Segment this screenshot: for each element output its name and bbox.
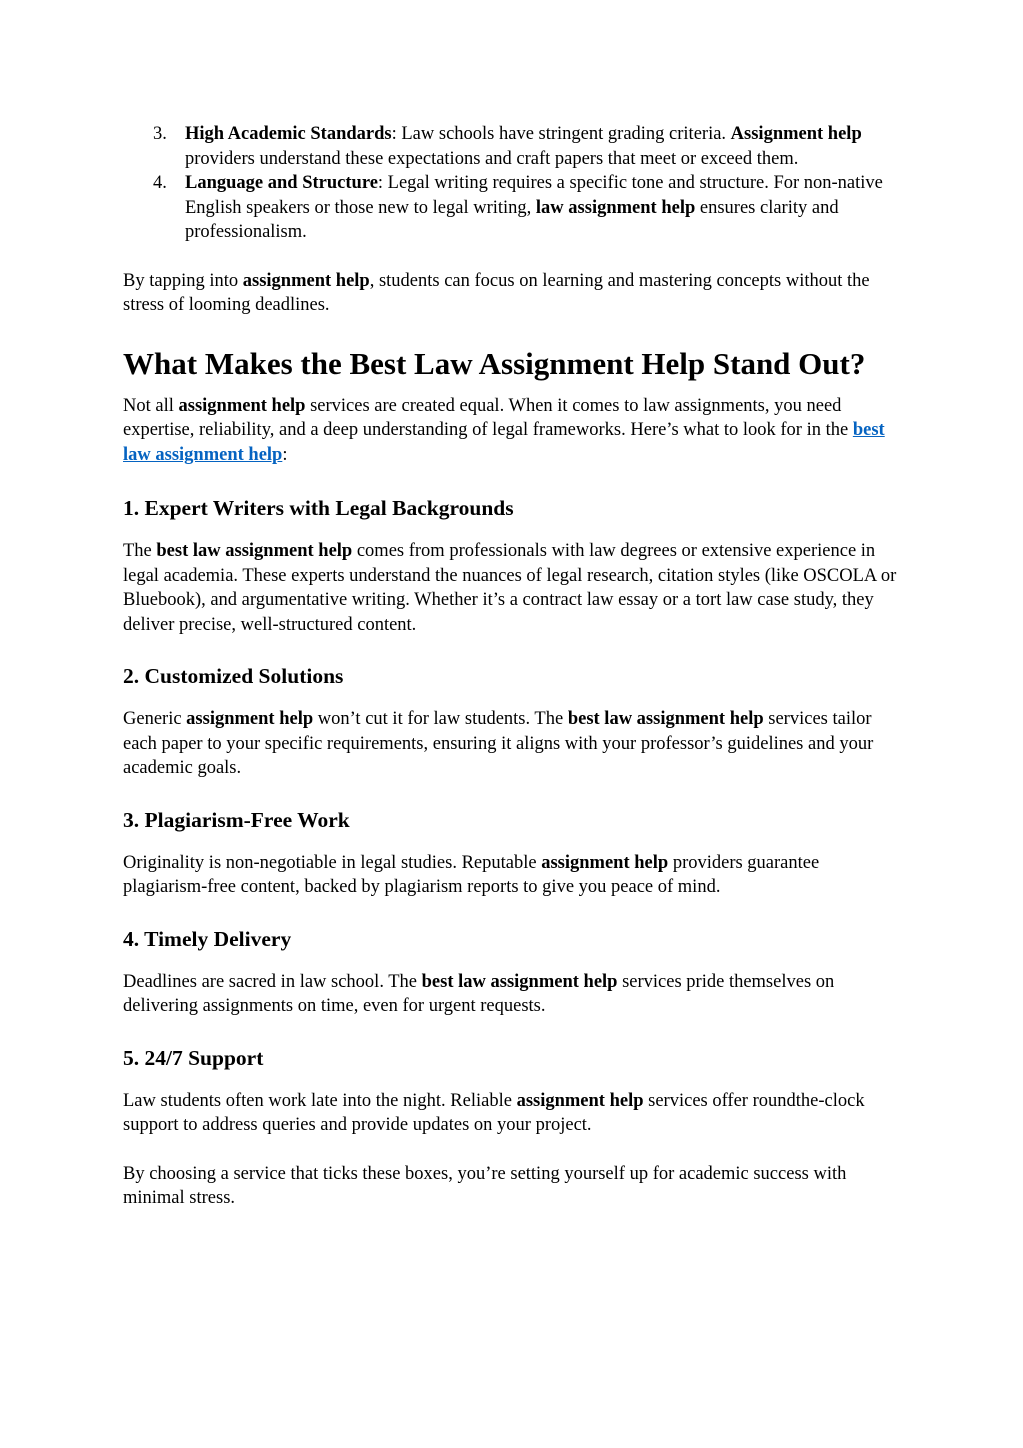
intro-paragraph [123, 269, 903, 318]
bold-term: law assignment help [535, 197, 696, 218]
paragraph-text: Originality is non-negotiable in legal studies. Reputable [123, 852, 542, 873]
paragraph-text: Generic [123, 709, 187, 729]
section-paragraph [123, 970, 903, 1019]
section-heading: 4. Timely Delivery [123, 926, 292, 951]
list-number: 4. [153, 173, 167, 193]
paragraph-text: Law students often work late into the night. Reliable [123, 1090, 517, 1111]
bold-term: assignment help [186, 709, 314, 729]
section-paragraph [123, 1089, 903, 1138]
document-body [123, 122, 903, 1211]
paragraph-text: : [282, 444, 288, 465]
paragraph-text: services tailor each paper to your specific requirements, ensuring it aligns with your professor’s guidelines and your academic goals. [123, 709, 874, 778]
list-number: 3. [153, 124, 167, 144]
paragraph-text: By tapping into [123, 270, 243, 291]
list-item-text: : Law schools have stringent grading criteria. [391, 124, 731, 144]
bold-term: Assignment help [730, 124, 862, 144]
section-heading: 5. 24/7 Support [123, 1045, 264, 1070]
paragraph-text: won’t cut it for law students. The [313, 709, 568, 729]
paragraph-text: The [123, 541, 157, 561]
heading-paragraph [123, 394, 903, 468]
bold-term: assignment help [178, 395, 306, 416]
paragraph-text: providers guarantee plagiarism-free content, backed by plagiarism reports to give you peace of mind. [123, 852, 820, 897]
list-item [123, 171, 903, 245]
bold-term: best law assignment help [156, 541, 353, 561]
best-law-assignment-help-link[interactable]: best law assignment help [123, 420, 885, 465]
section-paragraph [123, 539, 903, 637]
bold-term: best law assignment help [421, 971, 618, 992]
bold-term: assignment help [516, 1090, 644, 1111]
main-heading: What Makes the Best Law Assignment Help Stand Out? [123, 345, 866, 381]
list-item [123, 122, 903, 171]
list-item-text: : Legal writing requires a specific tone and structure. For non-native English speakers or those new to legal writing, [185, 173, 883, 218]
paragraph-text: Not all [123, 395, 179, 416]
paragraph-text: comes from professionals with law degrees or extensive experience in legal academia. These experts understand the nuances of legal research, citation styles (like OSCOLA or Bluebook), and argumentative writing. Whether it’s a contract law essay or a tort law case study, they deliver precise, well-structured content. [123, 541, 897, 635]
section-paragraph [123, 851, 903, 900]
paragraph-text: , students can focus on learning and mastering concepts without the stress of looming deadlines. [123, 270, 870, 315]
list-item-text: ensures clarity and professionalism. [185, 197, 839, 242]
section-heading: 2. Customized Solutions [123, 664, 344, 688]
section-heading: 3. Plagiarism-Free Work [123, 807, 350, 832]
numbered-list [123, 122, 903, 245]
paragraph-text: services pride themselves on delivering assignments on time, even for urgent requests. [123, 971, 835, 1016]
bold-term: best law assignment help [567, 709, 764, 729]
closing-paragraph: By choosing a service that ticks these boxes, you’re setting yourself up for academic success with minimal stress. [123, 1163, 847, 1208]
bold-term: assignment help [242, 270, 370, 291]
bold-term: assignment help [541, 852, 669, 873]
section-heading: 1. Expert Writers with Legal Backgrounds [123, 496, 514, 520]
list-item-title: High Academic Standards [185, 124, 392, 144]
paragraph-text: services are created equal. When it comes to law assignments, you need expertise, reliability, and a deep understanding of legal frameworks. Here’s what to look for in the [123, 395, 853, 440]
paragraph-text: Deadlines are sacred in law school. The [123, 971, 422, 992]
paragraph-text: services offer roundthe-clock support to address queries and provide updates on your project. [123, 1090, 865, 1135]
section-paragraph [123, 707, 903, 781]
list-item-title: Language and Structure [185, 173, 378, 193]
list-item-text: providers understand these expectations and craft papers that meet or exceed them. [185, 148, 799, 169]
